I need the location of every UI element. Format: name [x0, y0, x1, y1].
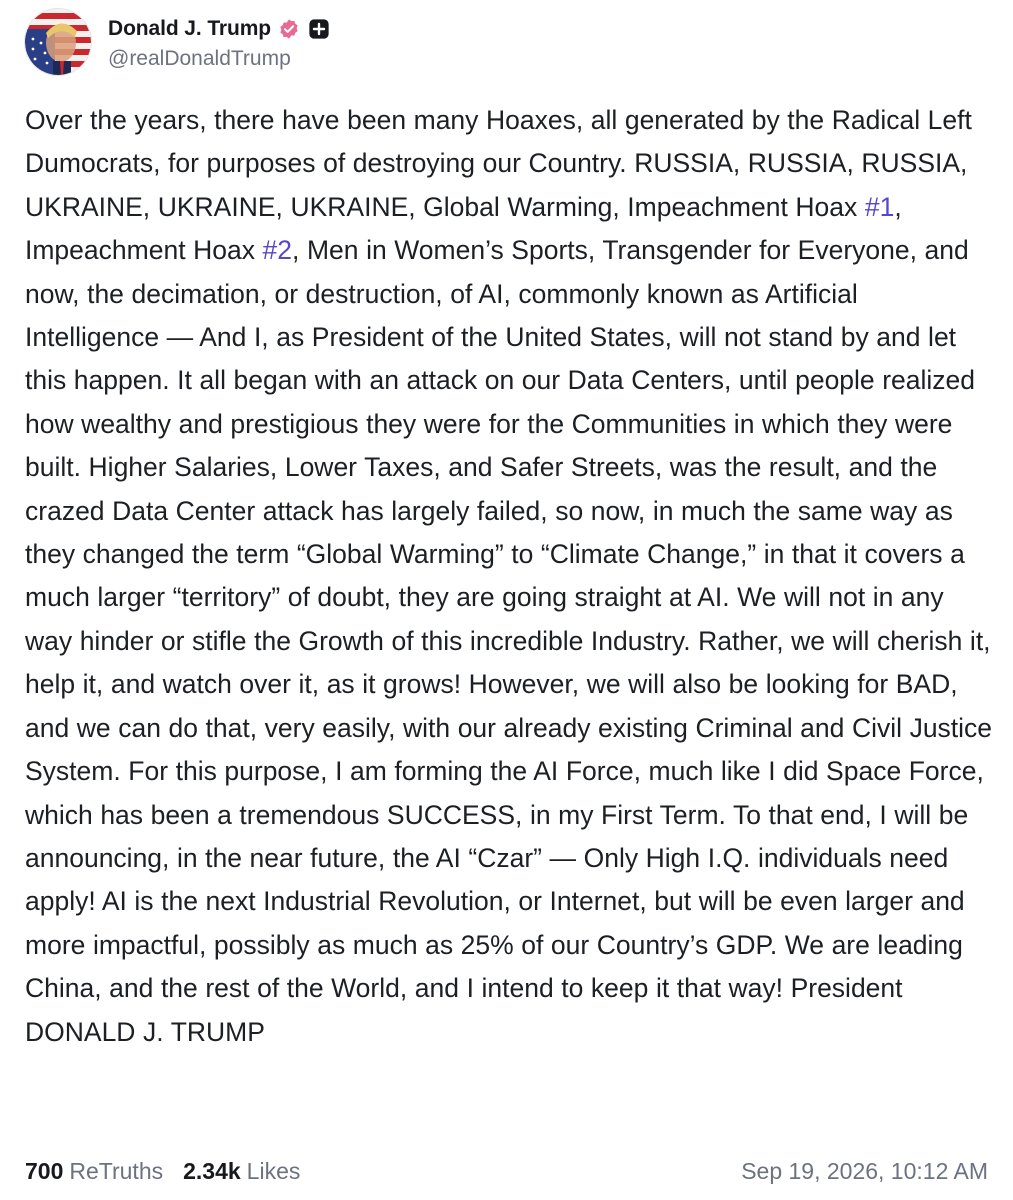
plus-badge-icon — [308, 18, 330, 40]
post-text-segment: , Men in Women’s Sports, Transgender for Everyone, and now, the decimation, or destruction, of AI, commonly known as Artificial Intelligence — And I, as President of the United States, will not stand by and let this happen. It all began with an attack on our Data Centers, until people realized how wealthy and prestigious they were for the Communities in which they were built. Higher Salaries, Lower Taxes, and Safer Streets, was the result, and the crazed Data Center attack has largely failed, so now, in much the same way as they changed the term “Global Warming” to “Climate Change,” in that it covers a much larger “territory” of doubt, they are going straight at AI. We will not in any way hinder or stifle the Growth of this incredible Industry. Rather, we will cherish it, help it, and watch over it, as it grows! However, we will also be looking for BAD, and we can do that, very easily, with our already existing Criminal and Civil Justice System. For this purpose, I am forming the AI Force, much like I did Space Force, which has been a tremendous SUCCESS, in my First Term. To that end, I will be announcing, in the near future, the AI “Czar” — Only High I.Q. individuals need apply! AI is the next Industrial Revolution, or Internet, but will be even larger and more impactful, possibly as much as 25% of our Country’s GDP. We are leading China, and the rest of the World, and I intend to keep it that way! President DONALD J. TRUMP — [25, 235, 993, 1047]
likes-count: 2.34k — [183, 1157, 241, 1184]
author-handle[interactable]: @realDonaldTrump — [108, 46, 291, 70]
verified-badge-icon — [278, 18, 300, 40]
likes-stat[interactable] — [183, 1158, 300, 1185]
post-text — [25, 99, 993, 1054]
post-text-segment: , Impeachment Hoax — [25, 191, 902, 266]
post-text-segment: Over the years, there have been many Hoaxes, all generated by the Radical Left Dumocrats, for purposes of destroying our Country. RUSSIA, RUSSIA, RUSSIA, UKRAINE, UKRAINE, UKRAINE, Global Warming, Impeachment Hoax — [25, 105, 972, 222]
hashtag-link[interactable]: #2 — [262, 235, 293, 266]
retruths-count: 700 — [25, 1157, 64, 1184]
post-footer — [25, 1150, 988, 1192]
display-name[interactable]: Donald J. Trump — [108, 16, 272, 40]
retruths-label: ReTruths — [69, 1157, 164, 1184]
post-header — [25, 8, 330, 76]
retruths-stat[interactable] — [25, 1158, 163, 1185]
hashtag-link[interactable]: #1 — [864, 191, 895, 222]
avatar-image — [25, 9, 91, 75]
post-timestamp[interactable]: Sep 19, 2026, 10:12 AM — [741, 1157, 988, 1184]
likes-label: Likes — [246, 1157, 301, 1184]
avatar[interactable] — [25, 9, 91, 75]
name-row — [108, 14, 330, 44]
author-identity — [108, 14, 330, 71]
